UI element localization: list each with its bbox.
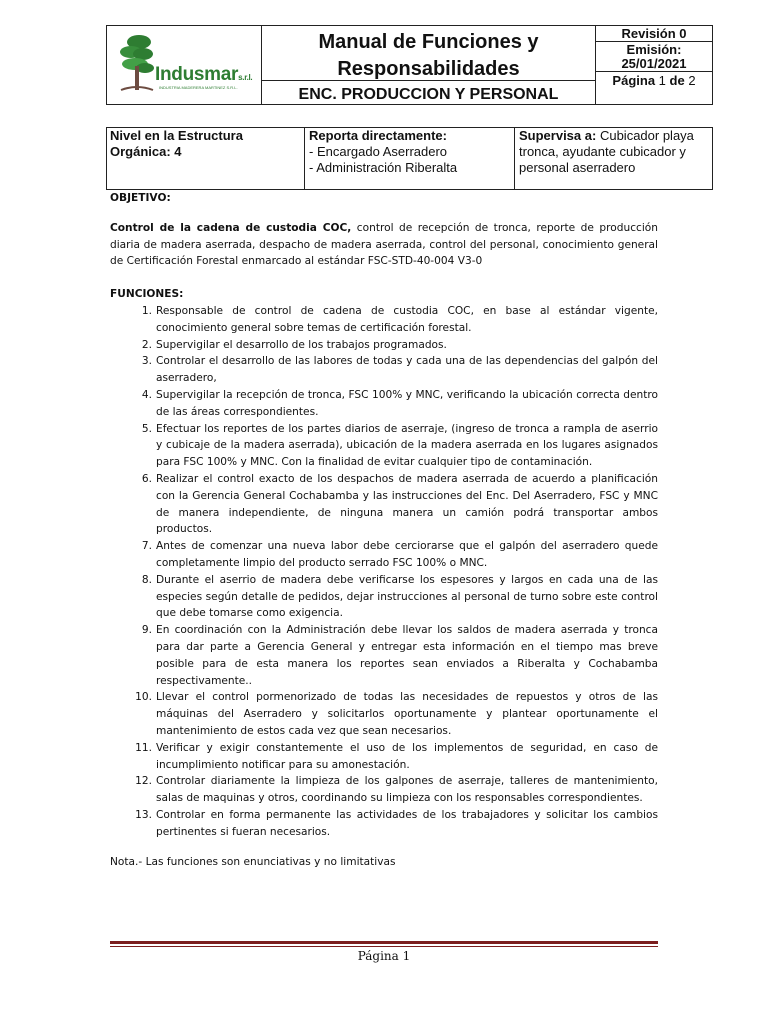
- emission-cell: [596, 42, 712, 72]
- disclaimer-note: Nota.- Las funciones son enunciativas y no limitativas: [110, 856, 396, 868]
- footer-rule-thin: [110, 946, 658, 947]
- title-line-2: Responsabilidades: [337, 58, 520, 80]
- reports-to-cell: [305, 128, 515, 189]
- list-item: 13. Controlar en forma permanente las actividades de los trabajadores y solicitar los cambios pertinentes si fueran necesarios.: [135, 808, 658, 838]
- page-of: de: [669, 73, 685, 88]
- document-title: [262, 26, 596, 81]
- list-item: 8. Durante el aserrio de madera debe verificarse los espesores y largos en cada una de las especies según detalle de pedidos, dejar instrucciones al personal de turno sobre este control que debe tomarse como exigencia.: [141, 573, 658, 620]
- page-number-cell: [596, 73, 712, 104]
- reports-to-item-1: - Encargado Aserradero: [309, 144, 448, 159]
- list-item: 1. Responsable de control de cadena de custodia COC, en base al estándar vigente, conocimiento general sobre temas de certificación forestal.: [141, 304, 658, 334]
- reports-to-item-2: - Administración Riberalta: [309, 160, 458, 175]
- list-item: 9. En coordinación con la Administración debe llevar los saldos de madera aserrada y tronca para dar parte a Gerencia General y entregar esta información en el tiempo mas breve posible para de esta manera los reportes sean enviados a Riberalta y Cochabamba respectivamente..: [141, 624, 658, 687]
- list-item: 12. Controlar diariamente la limpieza de los galpones de aserraje, talleres de mantenimiento, salas de maquinas y otros, coordinando su limpieza con los responsables correspondientes.: [135, 775, 658, 805]
- functions-heading: FUNCIONES:: [110, 288, 184, 301]
- page-total: 2: [688, 73, 696, 88]
- supervises-cell: [515, 128, 712, 189]
- objective-paragraph: [110, 220, 658, 270]
- list-item: 7. Antes de comenzar una nueva labor debe cerciorarse que el galpón del aserradero quede completamente limpio del producto serrado FSC 100% o MNC.: [141, 540, 658, 569]
- tree-logo-icon: [117, 32, 157, 94]
- list-item: 11. Verificar y exigir constantemente el uso de los implementos de seguridad, en caso de incumplimiento notificar para su amonestación.: [135, 741, 658, 771]
- structure-level-cell: [107, 128, 305, 189]
- list-item: 5. Efectuar los reportes de los partes diarios de aserraje, (ingreso de tronca a rampla de aserrio y cubicaje de la madera aserrada), ubicación de la madera aserrada en los lugares asignados para FSC 100% y MNC. Con la finalidad de evitar cualquier tipo de contaminación.: [141, 422, 658, 469]
- footer-page-number: Página 1: [357, 949, 411, 963]
- emission-date: 25/01/2021: [621, 56, 687, 71]
- structure-table: [106, 127, 713, 190]
- structure-level-line1: Nivel en la Estructura: [110, 128, 243, 143]
- emission-label: Emisión:: [626, 42, 682, 57]
- list-item: 4. Supervigilar la recepción de tronca, FSC 100% y MNC, verificando la ubicación correcta dentro de las áreas correspondientes.: [141, 388, 658, 418]
- reports-to-label: Reporta directamente:: [309, 128, 447, 143]
- supervises-label: Supervisa a:: [519, 128, 597, 143]
- list-item: 2. Supervigilar el desarrollo de los trabajos programados.: [141, 338, 447, 351]
- objective-lead: Control de la cadena de custodia COC,: [110, 221, 352, 234]
- document-header: [106, 25, 713, 105]
- title-line-1: Manual de Funciones y: [318, 31, 539, 53]
- company-logo: [107, 26, 262, 104]
- revision-cell: Revisión 0: [596, 26, 712, 42]
- structure-level-line2: Orgánica: 4: [110, 144, 182, 159]
- logo-tagline: INDUSTRIA MADERERA MARTINEZ S.R.L.: [159, 85, 238, 90]
- functions-list: [110, 303, 658, 841]
- footer-rule: [110, 941, 658, 944]
- page-current: 1: [658, 73, 666, 88]
- document-subtitle: [262, 81, 596, 104]
- supervises-text: Cubicador playa tronca, ayudante cubicador y personal aserradero: [519, 128, 694, 175]
- list-item: 10. Llevar el control pormenorizado de todas las necesidades de repuestos y otros de las máquinas del Aserradero y solicitarlos oportunamente y plantear oportunamente el mantenimiento de estos cada vez que sean necesarios.: [135, 691, 658, 737]
- logo-wordmark: Indusmars.r.l.: [155, 64, 253, 85]
- list-item: 3. Controlar el desarrollo de las labores de todas y cada una de las dependencias del galpón del aserradero,: [141, 355, 658, 385]
- page-label: Página: [612, 73, 656, 88]
- position-title: ENC. PRODUCCION Y PERSONAL: [298, 86, 559, 103]
- objective-text: control de recepción de tronca, reporte de producción diaria de madera aserrada, despacho de madera aserrada, control del personal, conocimiento general de Certificación Forestal enmarcado al estándar FSC-STD-40-004 V3-0: [110, 221, 658, 268]
- list-item: 6. Realizar el control exacto de los despachos de madera aserrada de acuerdo a planificación con la Gerencia General Cochabamba y las instrucciones del Enc. Del Aserradero, FSC y MNC de manera independiente, de ninguna manera un camión podrá transportar ambos productos.: [141, 472, 658, 536]
- objective-heading: OBJETIVO:: [110, 192, 171, 204]
- document-body: [110, 190, 658, 840]
